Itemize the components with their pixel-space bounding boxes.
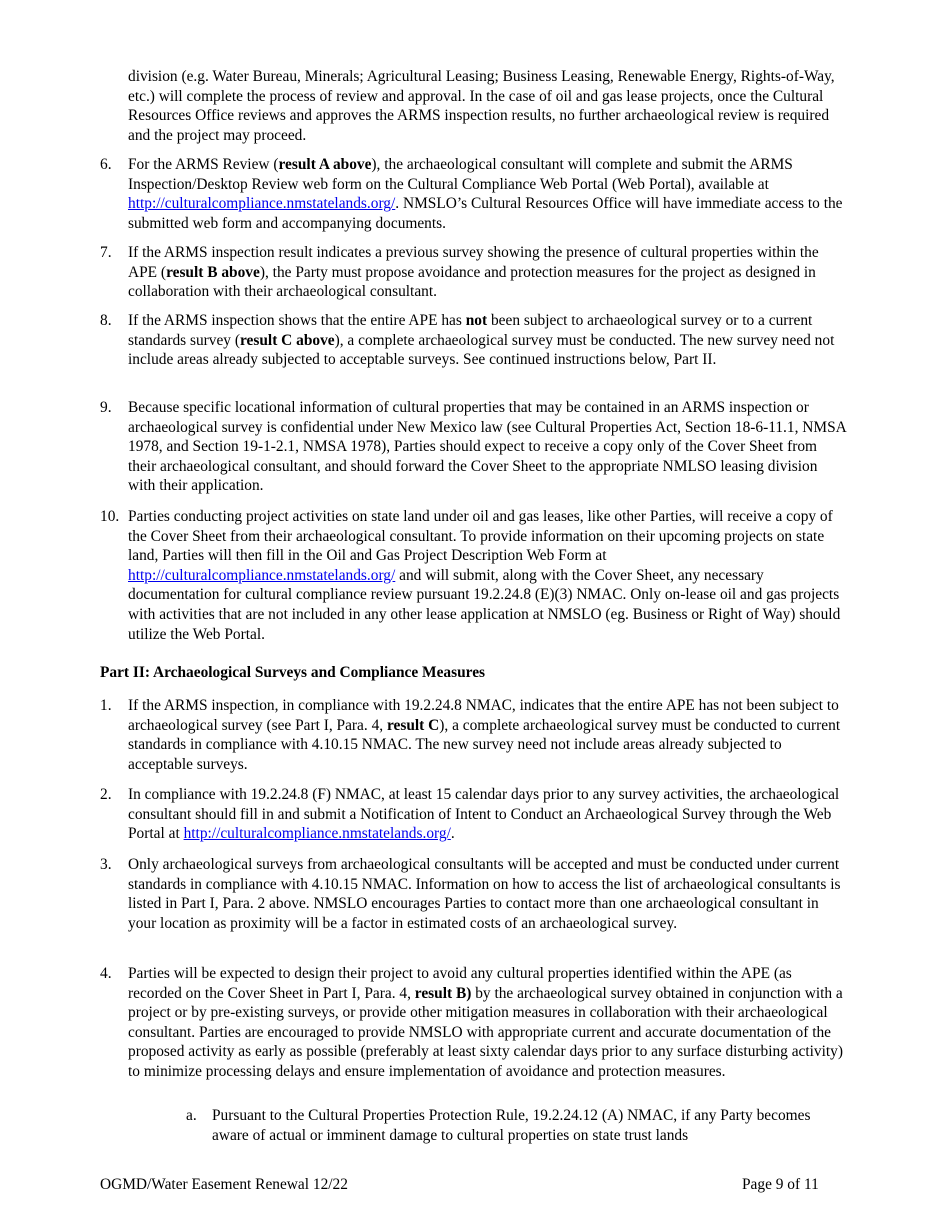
list-item-text: If the ARMS inspection shows that the entire APE has not been subject to archaeological survey or to a current standards survey (result C above), a complete archaeological survey must be conducted. The new survey need not include areas already subjected to acceptable surveys. See continued instructions below, Part II. — [128, 312, 835, 369]
part2-item-1 — [100, 696, 848, 774]
list-item-text: Only archaeological surveys from archaeological consultants will be accepted and must be conducted under current standards in compliance with 4.10.15 NMAC. Information on how to access the list of archaeological consultants is listed in Part I, Para. 2 above. NMSLO encourages Parties to contact more than one archaeological consultant in your location as proximity will be a factor in estimated costs of an archaeological survey. — [128, 856, 841, 932]
list-item-7 — [100, 243, 848, 302]
section-heading: Part II: Archaeological Surveys and Compliance Measures — [100, 664, 486, 681]
list-number: 4. — [100, 965, 112, 982]
list-item-text: Because specific locational information of cultural properties that may be contained in an ARMS inspection or archaeological survey is confidential under New Mexico law (see Cultural Properties Act, Section 18-6-11.1, NMSA 1978, and Section 19-1-2.1, NMSA 1978), Parties should expect to receive a copy only of the Cover Sheet from their archaeological consultant, and should forward the Cover Sheet to the appropriate NMLSO leasing division with their application. — [128, 399, 846, 495]
bold-result-c: result C — [386, 716, 440, 734]
list-number: 10. — [100, 508, 120, 525]
list-number: 2. — [100, 786, 112, 803]
portal-link[interactable]: http://culturalcompliance.nmstatelands.org/ — [183, 825, 451, 843]
part2-item-4 — [100, 964, 848, 1082]
list-item-8 — [100, 311, 848, 370]
list-item-text: Parties conducting project activities on state land under oil and gas leases, like other Parties, will receive a copy of the Cover Sheet from their archaeological consultant. To provide information on their upcoming projects on state land, Parties will then fill in the Oil and Gas Project Description Web Form at http://culturalcompliance.nmstatelands.org/ and will submit, along with the Cover Sheet, any necessary documentation for cultural compliance review pursuant 19.2.24.8 (E)(3) NMAC. Only on-lease oil and gas projects with activities that are not included in any other lease application at NMSLO (eg. Business or Right of Way) should utilize the Web Portal. — [128, 508, 841, 643]
sub-item-text: Pursuant to the Cultural Properties Protection Rule, 19.2.24.12 (A) NMAC, if any Party becomes aware of actual or imminent damage to cultural properties on state trust lands — [212, 1107, 811, 1144]
bold-result-a: result A above — [278, 156, 372, 173]
portal-link[interactable]: http://culturalcompliance.nmstatelands.org/ — [128, 566, 396, 584]
list-item-9 — [100, 398, 848, 496]
list-item-10 — [100, 507, 848, 644]
footer-page-number: Page 9 of 11 — [742, 1176, 819, 1193]
portal-link[interactable]: http://culturalcompliance.nmstatelands.org/ — [128, 195, 396, 213]
list-number: 1. — [100, 697, 112, 714]
list-item-6 — [100, 155, 848, 233]
list-number: 9. — [100, 399, 112, 416]
sub-list-letter: a. — [186, 1107, 197, 1124]
intro-paragraph: division (e.g. Water Bureau, Minerals; Agricultural Leasing; Business Leasing, Renewable Energy, Rights-of-Way, etc.) will complete the process of review and approval. In the case of oil and gas lease projects, once the Cultural Resources Office reviews and approves the ARMS inspection results, no further archaeological review is required and the project may proceed. — [128, 68, 835, 144]
bold-not: not — [465, 312, 488, 329]
part2-item-3 — [100, 855, 848, 933]
list-number: 3. — [100, 856, 112, 873]
bold-result-b: result B) — [414, 984, 472, 1002]
footer-document-id: OGMD/Water Easement Renewal 12/22 — [100, 1176, 348, 1193]
list-number: 7. — [100, 244, 112, 261]
list-item-text: If the ARMS inspection, in compliance with 19.2.24.8 NMAC, indicates that the entire APE has not been subject to archaeological survey (see Part I, Para. 4, result C), a complete archaeological survey must be conducted to current standards in compliance with 4.10.15 NMAC. The new survey need not include areas already subjected to acceptable surveys. — [128, 697, 841, 773]
sub-item-a — [186, 1106, 848, 1145]
list-item-text: For the ARMS Review (result A above), the archaeological consultant will complete and submit the ARMS Inspection/Desktop Review web form on the Cultural Compliance Web Portal (Web Portal), available at http://culturalcompliance.nmstatelands.org/. NMSLO’s Cultural Resources Office will have immediate access to the submitted web form and accompanying documents. — [128, 156, 843, 232]
bold-result-c: result C above — [239, 331, 335, 349]
list-number: 6. — [100, 156, 112, 173]
list-item-text: If the ARMS inspection result indicates a previous survey showing the presence of cultural properties within the APE (result B above), the Party must propose avoidance and protection measures for the project as designed in collaboration with their archaeological consultant. — [128, 244, 819, 301]
list-item-text: In compliance with 19.2.24.8 (F) NMAC, at least 15 calendar days prior to any survey activities, the archaeological consultant should fill in and submit a Notification of Intent to Conduct an Archaeological Survey through the Web Portal at http://culturalcompliance.nmstatelands.org/. — [128, 786, 840, 843]
bold-result-b: result B above — [166, 263, 260, 281]
list-number: 8. — [100, 312, 112, 329]
part2-item-2 — [100, 785, 848, 844]
list-item-text: Parties will be expected to design their project to avoid any cultural properties identified within the APE (as recorded on the Cover Sheet in Part I, Para. 4, result B) by the archaeological survey obtained in conjunction with a project or by pre-existing surveys, or provide other mitigation measures in collaboration with their archaeological consultant. Parties are encouraged to provide NMSLO with appropriate current and accurate documentation of the proposed activity as early as possible (preferably at least sixty calendar days prior to any surface disturbing activity) to minimize processing delays and ensure implementation of avoidance and protection measures. — [128, 965, 844, 1080]
